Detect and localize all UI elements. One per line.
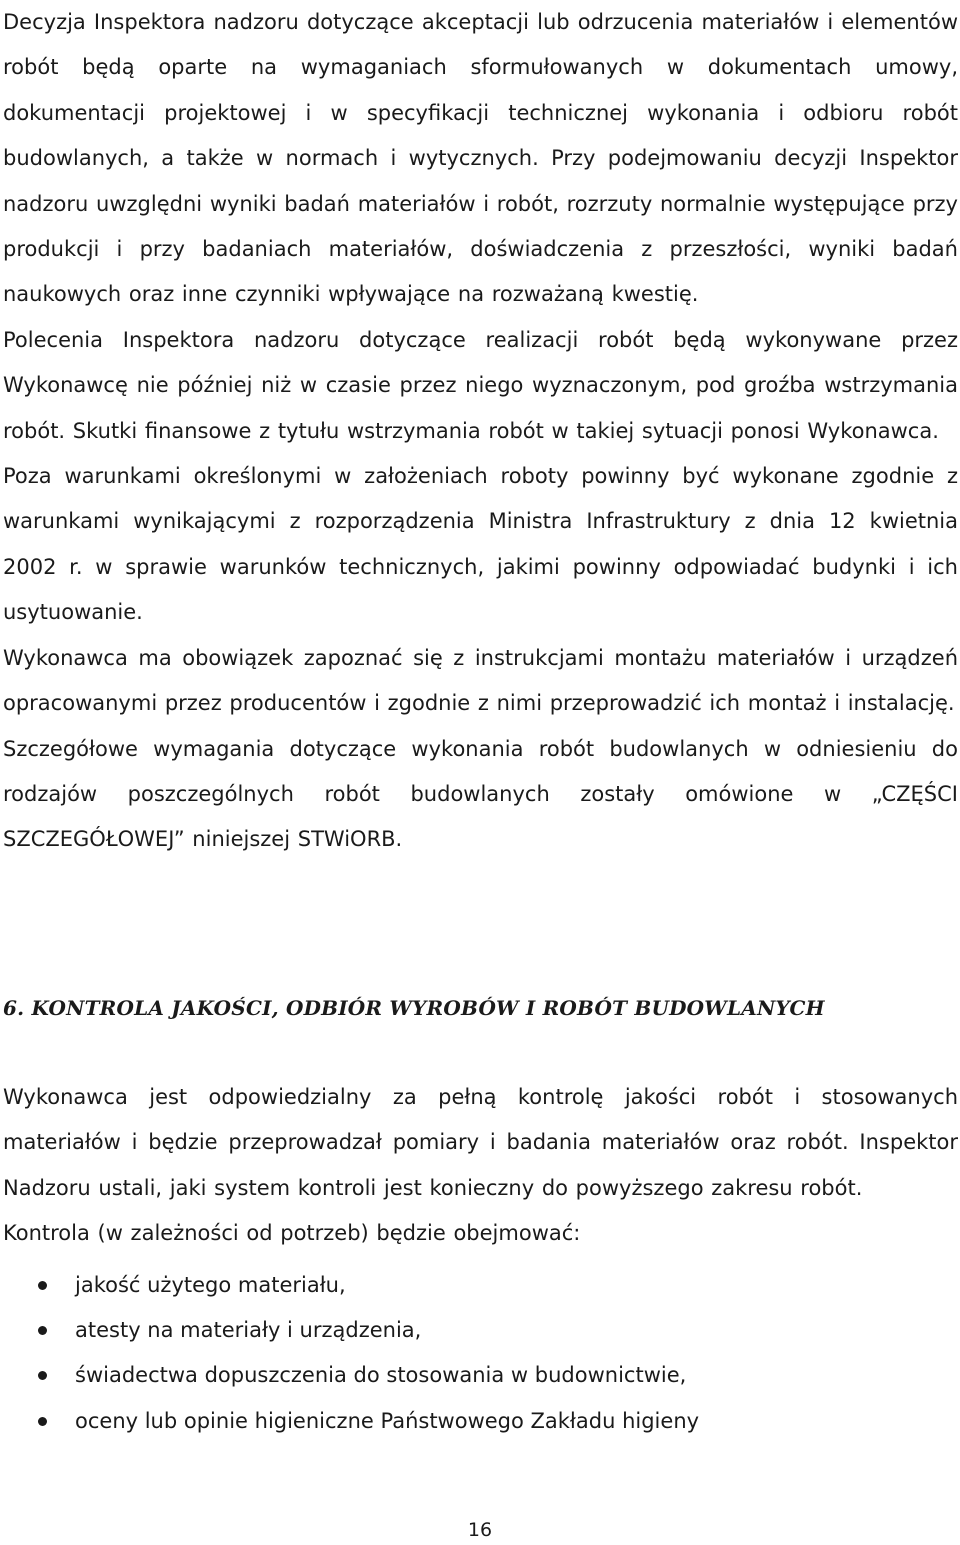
list-item: atesty na materiały i urządzenia, <box>3 1308 958 1353</box>
paragraph-inspector-orders: Polecenia Inspektora nadzoru dotyczące realizacji robót będą wykonywane przez Wykonawcę nie później niż w czasie przez niego wyznaczonym, pod groźba wstrzymania robót. Skutki finansowe z tytułu wstrzymania robót w takiej sytuacji ponosi Wykonawca. <box>3 327 958 443</box>
bullet-icon <box>38 1417 47 1426</box>
control-scope-list <box>3 1263 958 1445</box>
section-heading: 6. KONTROLA JAKOŚCI, ODBIÓR WYROBÓW I ROBÓT BUDOWLANYCH <box>3 996 825 1020</box>
bullet-icon <box>38 1281 47 1290</box>
paragraph-detailed-requirements: Szczegółowe wymagania dotyczące wykonania robót budowlanych w odniesieniu do rodzajów poszczególnych robót budowlanych zostały omówione w „CZĘŚCI SZCZEGÓŁOWEJ” niniejszej STWiORB. <box>3 736 958 852</box>
paragraph-installation-instructions: Wykonawca ma obowiązek zapoznać się z instrukcjami montażu materiałów i urządzeń opracowanymi przez producentów i zgodnie z nimi przeprowadzić ich montaż i instalację. <box>3 645 958 716</box>
list-item: jakość użytego materiału, <box>3 1263 958 1308</box>
section-body <box>3 1075 958 1444</box>
document-page <box>3 0 958 863</box>
paragraph-quality-control: Wykonawca jest odpowiedzialny za pełną kontrolę jakości robót i stosowanych materiałów i będzie przeprowadzał pomiary i badania materiałów oraz robót. Inspektor Nadzoru ustali, jaki system kontroli jest konieczny do powyższego zakresu robót. <box>3 1085 958 1200</box>
page-number: 16 <box>467 1519 493 1541</box>
list-item: oceny lub opinie higieniczne Państwowego Zakładu higieny <box>3 1399 958 1444</box>
bullet-icon <box>38 1371 47 1380</box>
paragraph-control-scope: Kontrola (w zależności od potrzeb) będzie obejmować: <box>3 1221 581 1246</box>
paragraph-regulation-conditions: Poza warunkami określonymi w założeniach roboty powinny być wykonane zgodnie z warunkami wynikającymi z rozporządzenia Ministra Infrastruktury z dnia 12 kwietnia 2002 r. w sprawie warunków technicznych, jakimi powinny odpowiadać budynki i ich usytuowanie. <box>3 464 958 625</box>
bullet-icon <box>38 1326 47 1335</box>
list-item: świadectwa dopuszczenia do stosowania w budownictwie, <box>3 1353 958 1398</box>
paragraph-inspector-decision: Decyzja Inspektora nadzoru dotyczące akceptacji lub odrzucenia materiałów i elementów robót będą oparte na wymaganiach sformułowanych w dokumentach umowy, dokumentacji projektowej i w specyfikacji technicznej wykonania i odbioru robót budowlanych, a także w normach i wytycznych. Przy podejmowaniu decyzji Inspektor nadzoru uwzględni wyniki badań materiałów i robót, rozrzuty normalnie występujące przy produkcji i przy badaniach materiałów, doświadczenia z przeszłości, wyniki badań naukowych oraz inne czynniki wpływające na rozważaną kwestię. <box>3 10 958 307</box>
